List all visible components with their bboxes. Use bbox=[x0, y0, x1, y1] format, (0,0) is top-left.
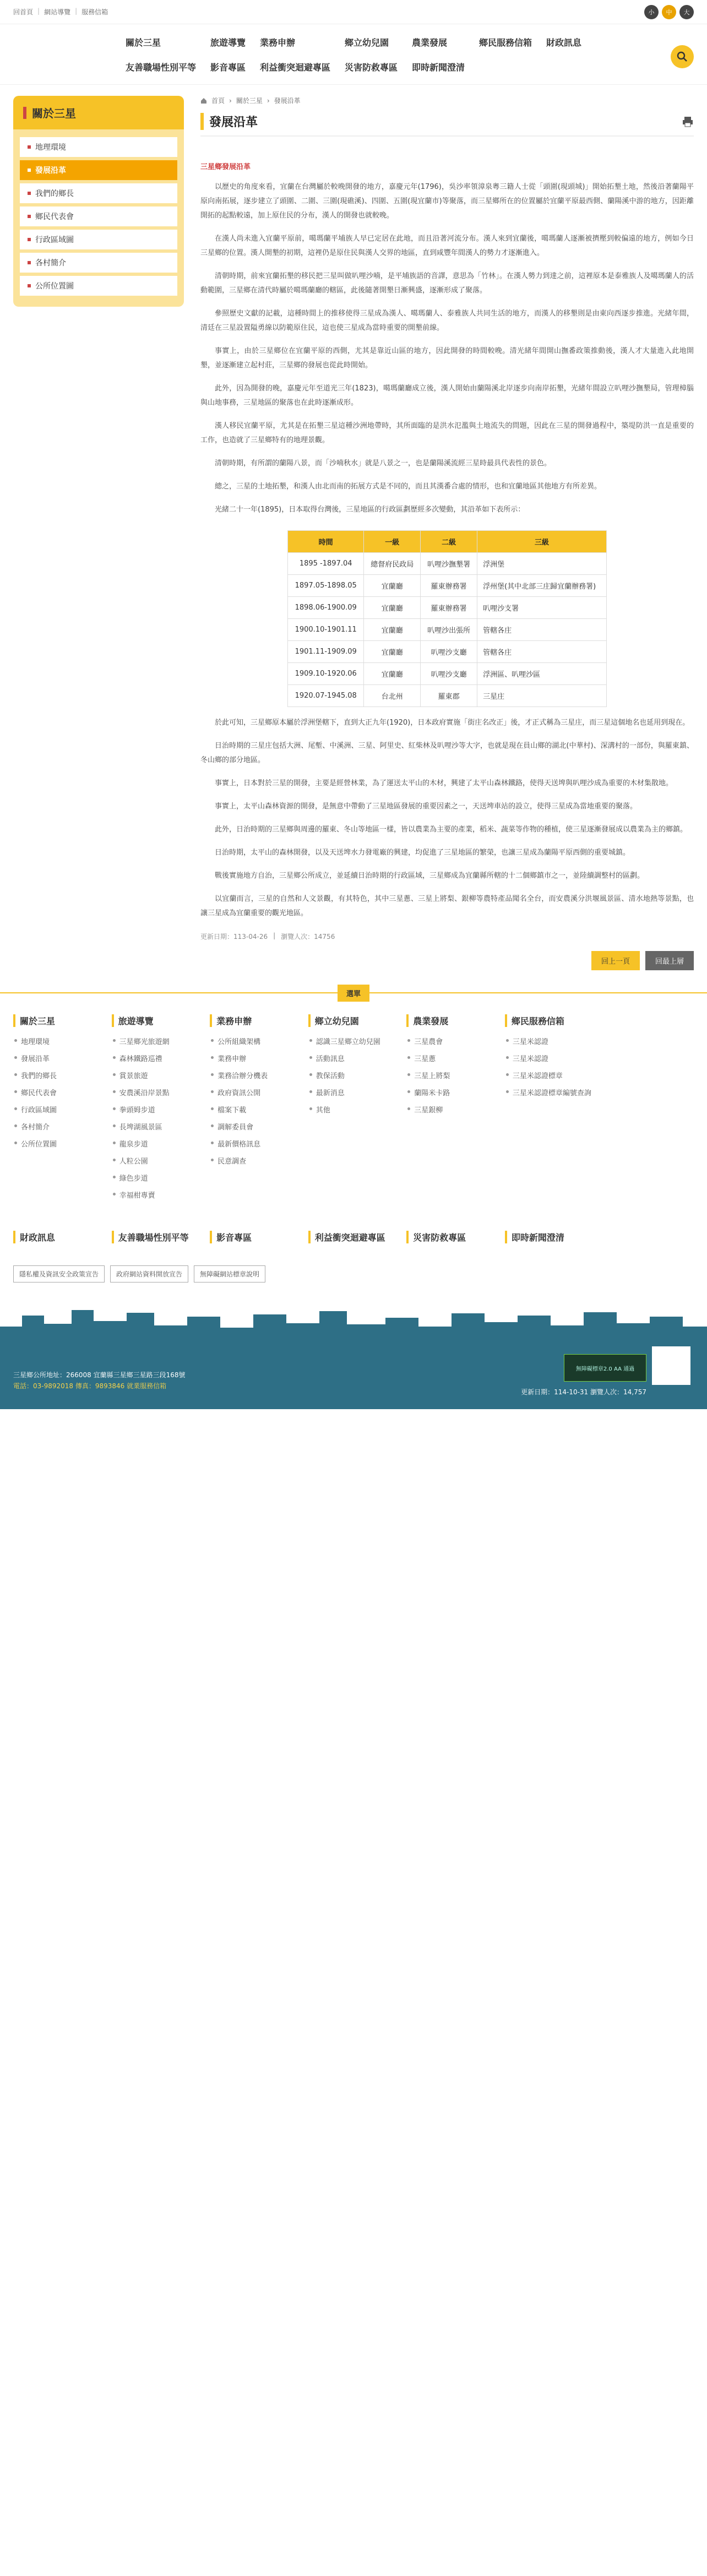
footer-link[interactable]: 三星米認證標章 bbox=[505, 1067, 596, 1084]
nav-item[interactable]: 財政訊息 bbox=[546, 37, 582, 48]
font-large-button[interactable]: 大 bbox=[679, 5, 694, 19]
footer-sitemap-row2 bbox=[0, 1209, 707, 1260]
table-row: 1897.05-1898.05 宜蘭廳 羅東辦務署 浮州堡(其中北部三庄歸宜蘭辦務署) bbox=[288, 575, 607, 597]
privacy-link[interactable]: 隱私權及資訊安全政策宣告 bbox=[13, 1265, 105, 1282]
footer-column-title[interactable]: 旅遊導覽 bbox=[112, 1014, 203, 1027]
footer-link[interactable]: 公所組織架構 bbox=[210, 1032, 301, 1050]
footer-column bbox=[505, 1014, 596, 1203]
footer-link[interactable]: 三星米認證標章編號查詢 bbox=[505, 1084, 596, 1101]
sidebar-item[interactable]: 行政區域圖 bbox=[20, 230, 177, 249]
footer-link[interactable]: 民意調查 bbox=[210, 1152, 301, 1169]
footer-link[interactable]: 幸福柑專賣 bbox=[112, 1186, 203, 1203]
footer-link[interactable]: 公所位置圖 bbox=[13, 1135, 104, 1152]
footer-link[interactable]: 檔案下載 bbox=[210, 1101, 301, 1118]
sidebar-item-active[interactable]: 發展沿革 bbox=[20, 160, 177, 180]
paragraph: 於此可知，三星鄉原本屬於浮洲堡轄下，直到大正九年(1920)，日本政府實施「街庄名改正」後，才正式稱為三星庄，而三星這個地名也延用到現在。 bbox=[215, 719, 690, 727]
paragraph: 清朝時期，前來宜蘭拓墾的移民把三星叫做叭哩沙喃，是平埔族語的音譯，意思為「竹林」。在漢人勢力到達之前，這裡原本是泰雅族人及噶瑪蘭人的活動範圍，三星鄉在清代時屬於噶瑪蘭廳的轄區，此後隨著開墾日漸興盛，逐漸形成了聚落。 bbox=[200, 272, 694, 295]
table-row: 1920.07-1945.08 台北州 羅東郡 三星庄 bbox=[288, 685, 607, 707]
footer-column bbox=[406, 1014, 497, 1203]
table-header: 時間 bbox=[288, 531, 364, 553]
city-skyline-icon bbox=[0, 1305, 707, 1338]
open-data-link[interactable]: 政府網站資料開放宣告 bbox=[110, 1265, 188, 1282]
sidebar-item[interactable]: 各村簡介 bbox=[20, 253, 177, 273]
footer-sitemap bbox=[0, 1009, 707, 1209]
font-medium-button[interactable]: 中 bbox=[662, 5, 676, 19]
main-content bbox=[200, 96, 694, 970]
breadcrumb: 首頁 › 關於三星 › 發展沿革 bbox=[200, 96, 694, 105]
nav-item[interactable]: 友善職場性別平等 bbox=[125, 62, 196, 73]
sidebar-item[interactable]: 鄉民代表會 bbox=[20, 206, 177, 226]
footer-column bbox=[13, 1014, 104, 1203]
footer-link[interactable]: 賞景旅遊 bbox=[112, 1067, 203, 1084]
sidebar-title: 關於三星 bbox=[13, 96, 184, 129]
nav-item[interactable]: 鄉民服務信箱 bbox=[479, 37, 532, 48]
table-row: 1909.10-1920.06 宜蘭廳 叭哩沙支廳 浮洲區、叭哩沙區 bbox=[288, 663, 607, 685]
footer-link[interactable]: 行政區域圖 bbox=[13, 1101, 104, 1118]
table-header: 一級 bbox=[364, 531, 421, 553]
footer-link[interactable]: 業務申辦 bbox=[210, 1050, 301, 1067]
footer-link[interactable]: 拳頭姆步道 bbox=[112, 1101, 203, 1118]
paragraph: 此外，日治時期的三星鄉與周邊的羅東、冬山等地區一樣，皆以農業為主要的產業，稻米、蔬菜等作物的種植，使三星逐漸發展成以農業為主的鄉鎮。 bbox=[215, 825, 688, 834]
table-header: 二級 bbox=[421, 531, 477, 553]
nav-item[interactable]: 災害防救專區 bbox=[344, 62, 398, 73]
paragraph: 在漢人尚未進入宜蘭平原前，噶瑪蘭平埔族人早已定居在此地，而且沿著河流分布。漢人來到宜蘭後，噶瑪蘭人逐漸被擠壓到較偏遠的地方，例如今日三星鄉的位置。漢人開墾的初期，這裡仍是原住民與漢人交界的地區，直到咸豐年間漢人的勢力才逐漸進入。 bbox=[200, 235, 694, 257]
main-nav bbox=[126, 36, 581, 73]
update-date: 更新日期：113-04-26 bbox=[200, 933, 268, 941]
footer-link[interactable]: 森林鐵路巡禮 bbox=[112, 1050, 203, 1067]
paragraph: 日治時期，太平山的森林開發，以及天送埤水力發電廠的興建，均促進了三星地區的繁榮，也讓三星成為蘭陽平原西側的重要城鎮。 bbox=[215, 849, 630, 857]
footer-link[interactable]: 三星銀柳 bbox=[406, 1101, 497, 1118]
print-icon[interactable] bbox=[682, 116, 694, 128]
footer-link[interactable]: 人粒公園 bbox=[112, 1152, 203, 1169]
footer-link[interactable]: 鄉民代表會 bbox=[13, 1084, 104, 1101]
sidebar-item[interactable]: 公所位置圖 bbox=[20, 276, 177, 296]
top-link-sitemap[interactable]: 網站導覽 bbox=[44, 8, 71, 16]
qr-code-icon bbox=[652, 1346, 690, 1385]
footer-column-title[interactable]: 業務申辦 bbox=[210, 1014, 301, 1027]
paragraph: 日治時期的三星庄包括大洲、尾塹、中溪洲、三星、阿里史、紅柴林及叭哩沙等大字，也就是現在員山鄉的湖北(中華村)、深溝村的一部份，與羅東鎮、冬山鄉的部分地區。 bbox=[200, 742, 694, 764]
search-icon bbox=[677, 51, 688, 62]
footer-column-title[interactable]: 鄉立幼兒園 bbox=[308, 1014, 399, 1027]
paragraph: 清朝時期，有所謂的蘭陽八景，而「沙喃秋水」就是八景之一，也是蘭陽溪流經三星時最具代表性的景色。 bbox=[215, 459, 552, 468]
footer-menu-toggle[interactable]: 選單 bbox=[338, 985, 369, 1002]
nav-item[interactable]: 農業發展 bbox=[412, 37, 448, 48]
section-heading: 三星鄉發展沿革 bbox=[200, 163, 251, 171]
paragraph: 此外，因為開發的晚，嘉慶元年至道光三年(1823)，噶瑪蘭廳成立後，漢人開始由蘭陽溪北岸逐步向南岸拓墾，光緒年間設立叭哩沙撫墾局，管理樟腦與山地事務，三星地區的聚落也在此時逐漸成形。 bbox=[200, 384, 694, 407]
paragraph: 事實上，太平山森林資源的開發，是無意中帶動了三星地區發展的重要因素之一，天送埤車站的設立，使得三星成為當地重要的聚落。 bbox=[215, 802, 638, 811]
paragraph: 以歷史的角度來看，宜蘭在台灣屬於較晚開發的地方，嘉慶元年(1796)，吳沙率領漳泉粵三籍人士從「頭圍(現頭城)」開始拓墾土地，然後沿著蘭陽平原向南拓展，逐步建立了頭圍、二圍、三圍(現礁溪)、四圍、五圍(現宜蘭市)等聚落，而三星鄉所在的位置屬於宜蘭平原最西側、蘭陽溪中游的地方，因距離開拓的起點較遠，加上原住民的分布，漢人的開發也就較晚。 bbox=[200, 183, 694, 220]
paragraph: 漢人移民宜蘭平原，尤其是在拓墾三星這種沙洲地帶時，其所面臨的是洪水氾濫與土地流失的問題，因此在三星的開發過程中，築堤防洪一直是重要的工作，也造就了三星鄉特有的地理景觀。 bbox=[200, 422, 694, 444]
nav-item[interactable]: 即時新聞澄清 bbox=[412, 62, 465, 73]
footer-link[interactable]: 蘭陽米卡路 bbox=[406, 1084, 497, 1101]
paragraph: 事實上，日本對於三星的開發，主要是經營林業，為了運送太平山的木材，興建了太平山森林鐵路，使得天送埤與叭哩沙成為重要的木材集散地。 bbox=[215, 779, 673, 787]
footer-link[interactable]: 政府資訊公開 bbox=[210, 1084, 301, 1101]
paragraph: 參照歷史文獻的記載，這種時間上的推移使得三星成為漢人、噶瑪蘭人、泰雅族人共同生活的地方，而漢人的移墾則是由東向西逐步推進。光緒年間，清廷在三星設置隘勇線以防範原住民，這也使三星成為當時重要的開墾前線。 bbox=[200, 309, 694, 332]
footer-link[interactable]: 我們的鄉長 bbox=[13, 1067, 104, 1084]
top-links: 回首頁 | 網站導覽 | 服務信箱 bbox=[13, 7, 108, 16]
footer-link[interactable]: 長埤湖風景區 bbox=[112, 1118, 203, 1135]
paragraph: 事實上，由於三星鄉位在宜蘭平原的西側，尤其是靠近山區的地方，因此開發的時間較晚。清光緒年間開山撫番政策推動後，漢人才大量進入此地開墾，並逐漸建立起村莊，三星鄉的發展也從此時開始。 bbox=[200, 347, 694, 369]
footer-link[interactable]: 各村簡介 bbox=[13, 1118, 104, 1135]
paragraph: 以宜蘭而言，三星的自然和人文景觀，有其特色，其中三星蔥、三星上將梨、銀柳等農特產品聞名全台，而安農溪分洪堰風景區、清水地熱等景點，也讓三星成為宜蘭重要的觀光地區。 bbox=[200, 895, 694, 917]
footer-column bbox=[112, 1014, 203, 1203]
table-row: 1898.06-1900.09 宜蘭廳 羅東辦務署 叭哩沙支署 bbox=[288, 597, 607, 619]
footer-link[interactable]: 龍泉步道 bbox=[112, 1135, 203, 1152]
admin-history-table bbox=[287, 530, 607, 707]
footer-link[interactable]: 最新價格訊息 bbox=[210, 1135, 301, 1152]
footer-column bbox=[210, 1014, 301, 1203]
footer-link[interactable]: 認識三星鄉立幼兒園 bbox=[308, 1032, 399, 1050]
nav-item[interactable]: 鄉立幼兒園 bbox=[344, 37, 389, 48]
table-row: 1901.11-1909.09 宜蘭廳 叭哩沙支廳 管轄各庄 bbox=[288, 641, 607, 663]
footer-link[interactable]: 其他 bbox=[308, 1101, 399, 1118]
footer-link[interactable]: 三星農會 bbox=[406, 1032, 497, 1050]
footer-section-title[interactable]: 即時新聞澄清 bbox=[505, 1231, 596, 1243]
footer-column-title[interactable]: 農業發展 bbox=[406, 1014, 497, 1027]
footer-updated: 更新日期：114-10-31 瀏覽人次：14,757 bbox=[521, 1388, 646, 1396]
footer-column bbox=[308, 1014, 399, 1203]
table-header: 三級 bbox=[477, 531, 607, 553]
footer-section-title[interactable]: 財政訊息 bbox=[13, 1231, 104, 1243]
sidebar-item[interactable]: 地理環境 bbox=[20, 137, 177, 157]
footer-link[interactable]: 三星鄉光旅遊網 bbox=[112, 1032, 203, 1050]
breadcrumb-current: 發展沿革 bbox=[274, 97, 301, 105]
footer-link[interactable]: 最新消息 bbox=[308, 1084, 399, 1101]
header bbox=[0, 24, 707, 85]
footer-column-title[interactable]: 關於三星 bbox=[13, 1014, 104, 1027]
site-footer bbox=[0, 1305, 707, 1409]
footer-link[interactable]: 三星米認證 bbox=[505, 1032, 596, 1050]
footer-section-title[interactable]: 友善職場性別平等 bbox=[112, 1231, 203, 1243]
footer-section-title[interactable]: 利益衝突迴避專區 bbox=[308, 1231, 399, 1243]
footer-link[interactable]: 綠色步道 bbox=[112, 1169, 203, 1186]
footer-link[interactable]: 三星上將梨 bbox=[406, 1067, 497, 1084]
paragraph: 戰後實施地方自治，三星鄉公所成立，並延續日治時期的行政區域，三星鄉成為宜蘭縣所轄的十二個鄉鎮市之一，並陸續調整村的區劃。 bbox=[215, 872, 645, 880]
sidebar-item[interactable]: 我們的鄉長 bbox=[20, 183, 177, 203]
footer-link[interactable]: 教保活動 bbox=[308, 1067, 399, 1084]
sidebar bbox=[13, 96, 184, 970]
footer-link[interactable]: 地理環境 bbox=[13, 1032, 104, 1050]
table-row: 1895 -1897.04 總督府民政局 叭哩沙撫墾署 浮洲堡 bbox=[288, 553, 607, 575]
footer-links bbox=[0, 1260, 707, 1305]
footer-link[interactable]: 活動訊息 bbox=[308, 1050, 399, 1067]
footer-section-title[interactable]: 災害防救專區 bbox=[406, 1231, 497, 1243]
prev-page-button[interactable]: 回上一頁 bbox=[591, 951, 640, 970]
table-row: 1900.10-1901.11 宜蘭廳 叭哩沙出張所 管轄各庄 bbox=[288, 619, 607, 641]
footer-address: 三星鄉公所地址：266008 宜蘭縣三星鄉三星路三段168號 bbox=[13, 1371, 186, 1379]
nav-item[interactable]: 關於三星 bbox=[125, 37, 161, 48]
top-bar bbox=[0, 0, 707, 24]
footer-phone: 電話：03-9892018 傳真：9893846 就業服務信箱 bbox=[13, 1382, 167, 1390]
top-link-mailbox[interactable]: 服務信箱 bbox=[81, 8, 108, 16]
home-icon bbox=[200, 97, 207, 104]
footer-link[interactable]: 安農溪沿岸景點 bbox=[112, 1084, 203, 1101]
accessibility-badge[interactable]: 無障礙標章2.0 AA 通過 bbox=[564, 1354, 646, 1382]
accessibility-link[interactable]: 無障礙網站標章說明 bbox=[194, 1265, 265, 1282]
breadcrumb-about[interactable]: 關於三星 bbox=[236, 97, 263, 105]
breadcrumb-home[interactable]: 首頁 bbox=[211, 97, 225, 105]
paragraph: 總之，三星的土地拓墾，和漢人由北而南的拓展方式是不同的，而且其漢番合處的情形，也和宜蘭地區其他地方有所差異。 bbox=[215, 482, 602, 491]
footer-link[interactable]: 三星米認證 bbox=[505, 1050, 596, 1067]
footer-column-title[interactable]: 鄉民服務信箱 bbox=[505, 1014, 596, 1027]
footer-column bbox=[603, 1014, 694, 1203]
search-button[interactable] bbox=[671, 45, 694, 68]
nav-item[interactable]: 影音專區 bbox=[210, 62, 246, 73]
view-count: 瀏覽人次：14756 bbox=[281, 933, 335, 941]
footer-link[interactable]: 調解委員會 bbox=[210, 1118, 301, 1135]
top-link-home[interactable]: 回首頁 bbox=[13, 8, 34, 16]
footer-link[interactable]: 業務洽辦分機表 bbox=[210, 1067, 301, 1084]
footer-section-title[interactable]: 影音專區 bbox=[210, 1231, 301, 1243]
footer-link[interactable]: 發展沿革 bbox=[13, 1050, 104, 1067]
footer-link[interactable]: 三星蔥 bbox=[406, 1050, 497, 1067]
font-small-button[interactable]: 小 bbox=[644, 5, 659, 19]
nav-item[interactable]: 利益衝突迴避專區 bbox=[259, 62, 330, 73]
page-title: 發展沿革 bbox=[200, 113, 258, 130]
sidebar-list bbox=[13, 129, 184, 307]
font-size-buttons bbox=[644, 5, 694, 19]
page-meta: 更新日期：113-04-26 | 瀏覽人次：14756 bbox=[200, 932, 335, 941]
back-to-top-button[interactable]: 回最上層 bbox=[645, 951, 694, 970]
nav-item[interactable]: 業務申辦 bbox=[259, 37, 295, 48]
paragraph: 光緒二十一年(1895)，日本取得台灣後，三星地區的行政區劃歷經多次變動，其沿革如下表所示： bbox=[215, 506, 525, 514]
nav-item[interactable]: 旅遊導覽 bbox=[210, 37, 246, 48]
footer-contact bbox=[13, 1369, 186, 1392]
